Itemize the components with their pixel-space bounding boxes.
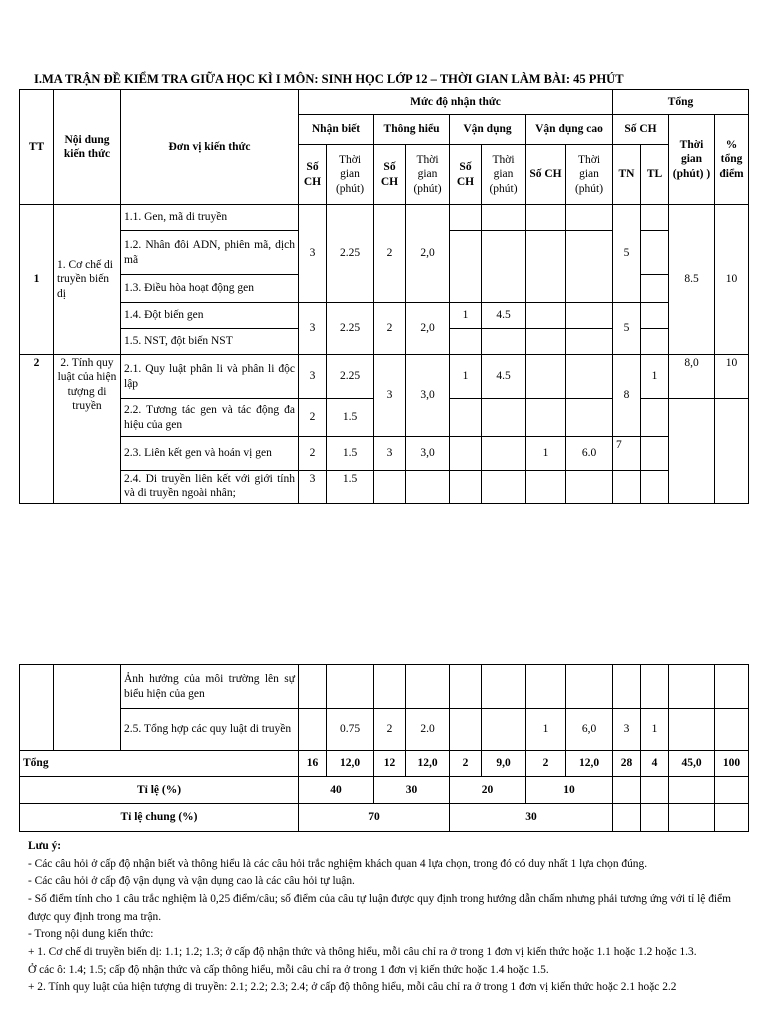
s1g2-th-time: 2,0 bbox=[406, 303, 450, 355]
s2r1-time: 8,0 bbox=[669, 355, 715, 399]
cell-empty bbox=[20, 665, 54, 751]
s1g2-tn: 5 bbox=[613, 303, 641, 355]
u25-vdc-time: 6,0 bbox=[566, 709, 613, 751]
cell-empty bbox=[526, 665, 566, 709]
header-vdc-count: Số CH bbox=[526, 145, 566, 205]
total-th-time: 12,0 bbox=[406, 751, 450, 777]
total-nb-time: 12,0 bbox=[327, 751, 374, 777]
cell-empty bbox=[669, 399, 715, 504]
s1g1-th-count: 2 bbox=[374, 205, 406, 303]
s2r1-vd-time: 4.5 bbox=[482, 355, 526, 399]
cell-empty bbox=[526, 399, 566, 437]
note-line: - Trong nội dung kiến thức: bbox=[28, 928, 154, 941]
common-ratio-2: 30 bbox=[450, 804, 613, 832]
cell-empty bbox=[566, 231, 613, 303]
s2r3-th-count: 3 bbox=[374, 437, 406, 471]
cell-empty bbox=[526, 231, 566, 303]
notes-section bbox=[28, 838, 754, 997]
total-vd-time: 9,0 bbox=[482, 751, 526, 777]
cell-empty bbox=[669, 709, 715, 751]
cell-empty bbox=[669, 804, 715, 832]
header-unit: Đơn vị kiến thức bbox=[121, 90, 299, 205]
cell-empty bbox=[566, 355, 613, 399]
total-vdc-count: 2 bbox=[526, 751, 566, 777]
cell-empty bbox=[641, 437, 669, 471]
s2r1-nb-time: 2.25 bbox=[327, 355, 374, 399]
s1g2-vd-count: 1 bbox=[450, 303, 482, 329]
s1g2-nb-count: 3 bbox=[299, 303, 327, 355]
u25-nb-time: 0.75 bbox=[327, 709, 374, 751]
cell-empty bbox=[715, 709, 749, 751]
s2-th-count: 3 bbox=[374, 355, 406, 437]
cell-empty bbox=[566, 205, 613, 231]
cell-empty bbox=[54, 665, 121, 751]
header-content: Nội dung kiến thức bbox=[54, 90, 121, 205]
note-line: + 2. Tính quy luật của hiện tượng di truyền: 2.1; 2.2; 2.3; 2.4; ở cấp độ thông hiểu, mỗi câu chỉ ra ở trong 1 đơn vị kiến thức hoặc 2.1 hoặc 2.2 bbox=[28, 981, 677, 994]
header-nb-time: Thời gian (phút) bbox=[327, 145, 374, 205]
s1g2-th-count: 2 bbox=[374, 303, 406, 355]
u25-th-time: 2.0 bbox=[406, 709, 450, 751]
u25-tl: 1 bbox=[641, 709, 669, 751]
header-total: Tổng bbox=[613, 90, 749, 115]
cell-empty bbox=[299, 709, 327, 751]
ratio-th: 30 bbox=[374, 777, 450, 804]
cell-empty bbox=[613, 665, 641, 709]
header-vdc: Vận dụng cao bbox=[526, 115, 613, 145]
cell-empty bbox=[641, 399, 669, 437]
cell-empty bbox=[526, 205, 566, 231]
cell-empty bbox=[613, 471, 641, 504]
header-vd-count: Số CH bbox=[450, 145, 482, 205]
s1g1-th-time: 2,0 bbox=[406, 205, 450, 303]
s2r4-nb-time: 1.5 bbox=[327, 471, 374, 504]
header-vd-time: Thời gian (phút) bbox=[482, 145, 526, 205]
cell-empty bbox=[566, 303, 613, 329]
section2-tt: 2 bbox=[20, 355, 54, 504]
s1g1-nb-time: 2.25 bbox=[327, 205, 374, 303]
total-vdc-time: 12,0 bbox=[566, 751, 613, 777]
unit-2-4: 2.4. Di truyền liên kết với giới tính và di truyền ngoài nhân; bbox=[121, 471, 299, 504]
cell-empty bbox=[406, 665, 450, 709]
note-line: - Các câu hỏi ở cấp độ vận dụng và vận dụng cao là các câu hỏi tự luận. bbox=[28, 875, 355, 888]
matrix-table bbox=[19, 89, 749, 504]
cell-empty bbox=[669, 665, 715, 709]
cell-empty bbox=[450, 329, 482, 355]
s1g1-nb-count: 3 bbox=[299, 205, 327, 303]
cell-empty bbox=[641, 804, 669, 832]
s1g2-vd-time: 4.5 bbox=[482, 303, 526, 329]
cell-empty bbox=[715, 399, 749, 504]
cell-empty bbox=[482, 231, 526, 303]
total-tl: 4 bbox=[641, 751, 669, 777]
s2r1-vd-count: 1 bbox=[450, 355, 482, 399]
cell-empty bbox=[450, 709, 482, 751]
cell-empty bbox=[526, 303, 566, 329]
cell-empty bbox=[374, 471, 406, 504]
unit-1-1: 1.1. Gen, mã di truyền bbox=[121, 205, 299, 231]
cell-empty bbox=[641, 275, 669, 303]
cell-empty bbox=[450, 471, 482, 504]
cell-empty bbox=[566, 665, 613, 709]
ratio-vdc: 10 bbox=[526, 777, 613, 804]
cell-empty bbox=[641, 777, 669, 804]
cell-empty bbox=[641, 329, 669, 355]
total-tn: 28 bbox=[613, 751, 641, 777]
cell-empty bbox=[566, 329, 613, 355]
s2r3-tn: 7 bbox=[613, 437, 641, 471]
cell-empty bbox=[613, 777, 641, 804]
total-time: 45,0 bbox=[669, 751, 715, 777]
header-pct: % tổng điểm bbox=[715, 115, 749, 205]
s2r3-vdc-time: 6.0 bbox=[566, 437, 613, 471]
cell-empty bbox=[715, 665, 749, 709]
unit-2-5: 2.5. Tổng hợp các quy luật di truyền bbox=[121, 709, 299, 751]
cell-empty bbox=[482, 665, 526, 709]
cell-empty bbox=[450, 665, 482, 709]
cell-empty bbox=[566, 399, 613, 437]
header-tl: TL bbox=[641, 145, 669, 205]
header-tn: TN bbox=[613, 145, 641, 205]
unit-1-5: 1.5. NST, đột biến NST bbox=[121, 329, 299, 355]
header-th: Thông hiểu bbox=[374, 115, 450, 145]
matrix-table-continued bbox=[19, 664, 749, 832]
common-ratio-label: Tỉ lệ chung (%) bbox=[20, 804, 299, 832]
unit-2-1: 2.1. Quy luật phân li và phân li độc lập bbox=[121, 355, 299, 399]
cell-empty bbox=[482, 205, 526, 231]
cell-empty bbox=[299, 665, 327, 709]
unit-2-3: 2.3. Liên kết gen và hoán vị gen bbox=[121, 437, 299, 471]
s2r2-nb-count: 2 bbox=[299, 399, 327, 437]
cell-empty bbox=[450, 437, 482, 471]
section1-time: 8.5 bbox=[669, 205, 715, 355]
header-vd: Vận dụng bbox=[450, 115, 526, 145]
s2r1-pct: 10 bbox=[715, 355, 749, 399]
note-line: - Số điểm tính cho 1 câu trắc nghiệm là 0,25 điểm/câu; số điểm của câu tự luận được quy định trong hướng dẫn chấm nhưng phải tương ứng với tỉ lệ điểm được quy định trong ma trận. bbox=[28, 893, 731, 923]
cell-empty bbox=[482, 471, 526, 504]
notes-heading: Lưu ý: bbox=[28, 840, 62, 852]
cell-empty bbox=[450, 231, 482, 303]
cell-empty bbox=[613, 804, 641, 832]
s1g1-tn: 5 bbox=[613, 205, 641, 303]
total-label: Tổng bbox=[20, 751, 299, 777]
header-nb: Nhận biết bbox=[299, 115, 374, 145]
s2-th-time: 3,0 bbox=[406, 355, 450, 437]
s2r3-nb-time: 1.5 bbox=[327, 437, 374, 471]
u25-tn: 3 bbox=[613, 709, 641, 751]
cell-empty bbox=[526, 471, 566, 504]
cell-empty bbox=[482, 709, 526, 751]
cell-empty bbox=[715, 777, 749, 804]
s1g2-nb-time: 2.25 bbox=[327, 303, 374, 355]
total-vd-count: 2 bbox=[450, 751, 482, 777]
cell-empty bbox=[482, 437, 526, 471]
unit-2-2: 2.2. Tương tác gen và tác động đa hiệu của gen bbox=[121, 399, 299, 437]
header-soch: Số CH bbox=[613, 115, 669, 145]
page-title: I.MA TRẬN ĐỀ KIỂM TRA GIỮA HỌC KÌ I MÔN: SINH HỌC LỚP 12 – THỜI GIAN LÀM BÀI: 45 PHÚT bbox=[34, 72, 624, 86]
header-tt: TT bbox=[20, 90, 54, 205]
section2-name: 2. Tính quy luật của hiện tượng di truyền bbox=[54, 355, 121, 504]
header-level: Mức độ nhận thức bbox=[299, 90, 613, 115]
s2-tn: 8 bbox=[613, 355, 641, 437]
s2r3-nb-count: 2 bbox=[299, 437, 327, 471]
ratio-vd: 20 bbox=[450, 777, 526, 804]
header-nb-count: Số CH bbox=[299, 145, 327, 205]
s2r1-tl: 1 bbox=[641, 355, 669, 399]
u25-vdc-count: 1 bbox=[526, 709, 566, 751]
header-th-count: Số CH bbox=[374, 145, 406, 205]
cell-empty bbox=[450, 399, 482, 437]
cell-empty bbox=[482, 329, 526, 355]
cell-empty bbox=[482, 399, 526, 437]
cell-empty bbox=[641, 665, 669, 709]
cell-empty bbox=[715, 804, 749, 832]
s2r3-th-time: 3,0 bbox=[406, 437, 450, 471]
cell-empty bbox=[641, 231, 669, 275]
header-time-total: Thời gian (phút) ) bbox=[669, 115, 715, 205]
header-th-time: Thời gian (phút) bbox=[406, 145, 450, 205]
u25-th-count: 2 bbox=[374, 709, 406, 751]
s2r3-vdc-count: 1 bbox=[526, 437, 566, 471]
note-line: + 1. Cơ chế di truyền biến dị: 1.1; 1.2; 1.3; ở cấp độ nhận thức và thông hiểu, mỗi câu chỉ ra ở trong 1 đơn vị kiến thức hoặc 1.1 hoặc 1.2 hoặc 1.3. bbox=[28, 946, 697, 959]
section1-tt: 1 bbox=[20, 205, 54, 355]
section1-pct: 10 bbox=[715, 205, 749, 355]
cell-empty bbox=[641, 471, 669, 504]
cell-empty bbox=[526, 329, 566, 355]
s2r4-nb-count: 3 bbox=[299, 471, 327, 504]
total-th-count: 12 bbox=[374, 751, 406, 777]
cell-empty bbox=[450, 205, 482, 231]
section1-name: 1. Cơ chế di truyền biến dị bbox=[54, 205, 121, 355]
cell-empty bbox=[374, 665, 406, 709]
unit-1-4: 1.4. Đột biến gen bbox=[121, 303, 299, 329]
s2r2-nb-time: 1.5 bbox=[327, 399, 374, 437]
cell-empty bbox=[566, 471, 613, 504]
cell-empty bbox=[669, 777, 715, 804]
header-vdc-time: Thời gian (phút) bbox=[566, 145, 613, 205]
note-line: - Các câu hỏi ở cấp độ nhận biết và thông hiểu là các câu hỏi trắc nghiệm khách quan 4 lựa chọn, trong đó có duy nhất 1 lựa chọn đúng. bbox=[28, 857, 648, 870]
note-line: Ở các ô: 1.4; 1.5; cấp độ nhận thức và cấp thông hiểu, mỗi câu chỉ ra ở trong 1 đơn vị kiến thức hoặc 1.4 hoặc 1.5. bbox=[28, 963, 549, 976]
cell-empty bbox=[327, 665, 374, 709]
total-nb-count: 16 bbox=[299, 751, 327, 777]
cell-empty bbox=[406, 471, 450, 504]
unit-1-2: 1.2. Nhân đôi ADN, phiên mã, dịch mã bbox=[121, 231, 299, 275]
common-ratio-1: 70 bbox=[299, 804, 450, 832]
cell-empty bbox=[526, 355, 566, 399]
ratio-nb: 40 bbox=[299, 777, 374, 804]
ratio-label: Tỉ lệ (%) bbox=[20, 777, 299, 804]
cell-empty bbox=[641, 303, 669, 329]
cell-empty bbox=[641, 205, 669, 231]
unit-1-3: 1.3. Điều hòa hoạt động gen bbox=[121, 275, 299, 303]
s2r1-nb-count: 3 bbox=[299, 355, 327, 399]
total-pct: 100 bbox=[715, 751, 749, 777]
unit-2-4-continued: Ảnh hưởng của môi trường lên sự biểu hiện của gen bbox=[121, 665, 299, 709]
